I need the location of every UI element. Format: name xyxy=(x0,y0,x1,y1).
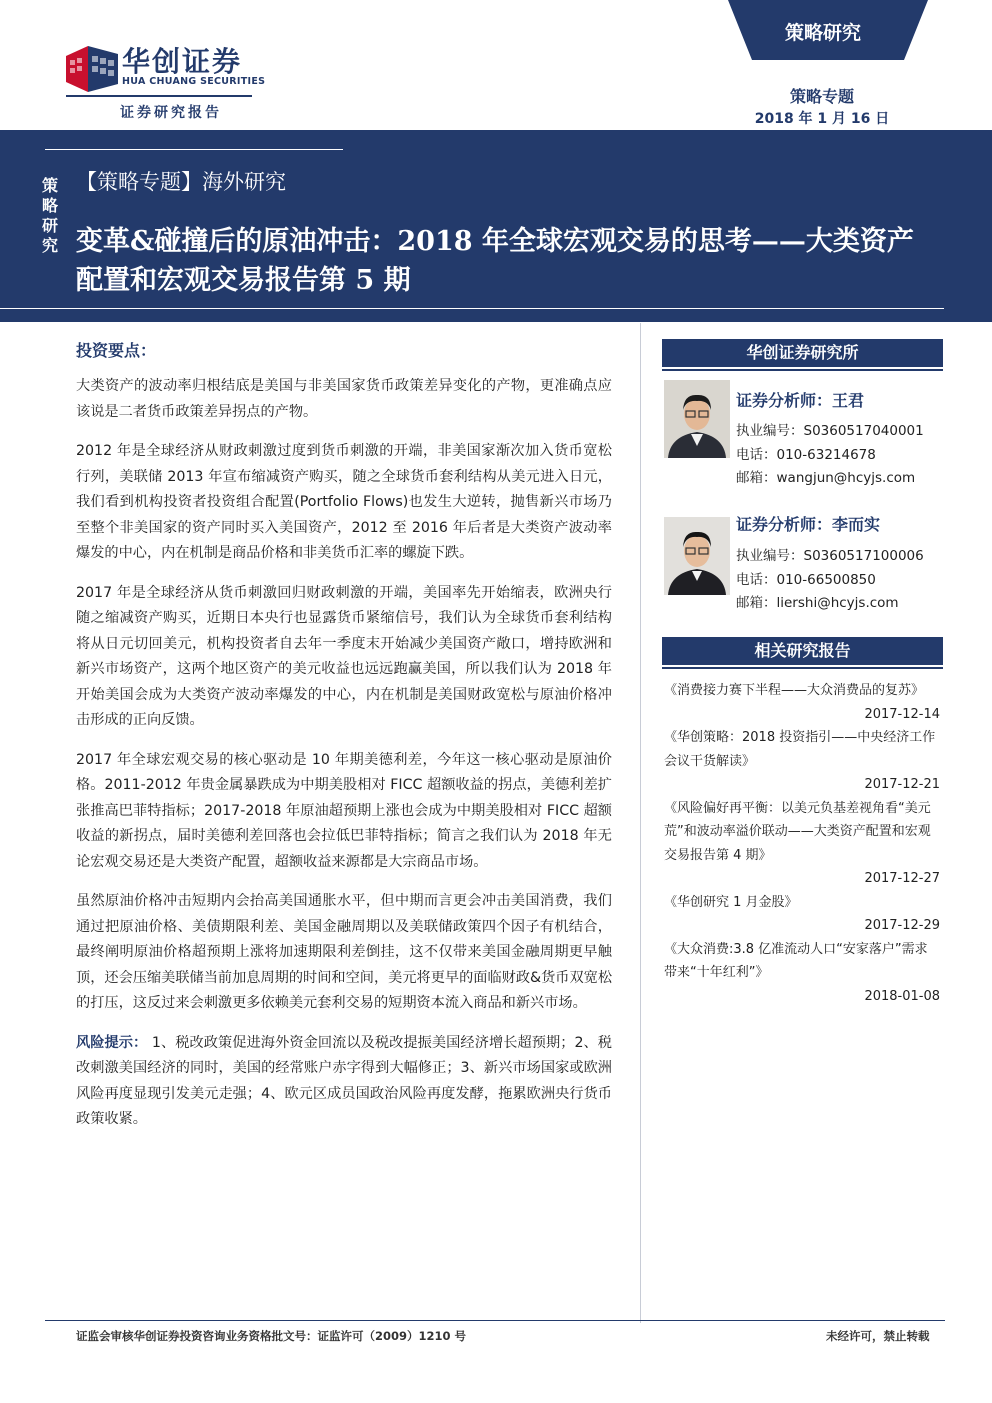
analyst-cert: 执业编号：S0360517100006 xyxy=(736,548,924,564)
report-date: 2017-12-27 xyxy=(864,871,940,886)
analyst-name: 证券分析师：王君 xyxy=(736,391,865,410)
list-item xyxy=(664,891,940,938)
document-date: 2018 年 1 月 16 日 xyxy=(754,111,890,127)
analyst-contact xyxy=(736,545,924,616)
related-reports-list xyxy=(664,679,940,1008)
summary-paragraph: 2012 年是全球经济从财政刺激过度到货币刺激的开端，非美国家渐次加入货币宽松行列，美联储 2013 年宣布缩减资产购买，随之全球货币套利结构从美元进入日元，我们看到机构投资者投资组合配置(Portfolio Flows)也发生大逆转，抛售新兴市场乃至整个非美国家的资产同时买入美国资产，2012 至 2016 年后者是大类资产波动率爆发的中心，内在机制是商品价格和非美货币汇率的螺旋下跌。 xyxy=(76,443,612,561)
summary-paragraph: 虽然原油价格冲击短期内会抬高美国通胀水平，但中期而言更会冲击美国消费，我们通过把原油价格、美债期限利差、美国金融周期以及美联储政策四个因子有机结合，最终阐明原油价格超预期上涨将加速期限利差倒挂，这不仅带来美国金融周期更早触顶，还会压缩美联储当前加息周期的时间和空间，美元将更早的面临财政&货币双宽松的打压，这反过来会刺激更多依赖美元套利交易的短期资本流入商品和新兴市场。 xyxy=(76,893,613,1011)
risk-label: 风险提示： xyxy=(76,1034,148,1051)
list-item xyxy=(664,679,940,726)
column-divider xyxy=(640,323,641,1323)
report-category-tag: 【策略专题】海外研究 xyxy=(76,170,286,194)
analyst-email: 邮箱：wangjun@hcyjs.com xyxy=(736,470,916,486)
related-reports-underline xyxy=(662,667,943,669)
logo-divider xyxy=(66,95,252,97)
analyst-name: 证券分析师：李而实 xyxy=(736,515,881,534)
report-link-title[interactable]: 《风险偏好再平衡：以美元负基差视角看“美元荒”和波动率溢价联动——大类资产配置和宏观交易报告第 4 期》 xyxy=(664,800,931,863)
report-link-title[interactable]: 《华创研究 1 月金股》 xyxy=(664,894,798,910)
related-reports-header: 相关研究报告 xyxy=(662,637,943,665)
institute-header: 华创证券研究所 xyxy=(662,339,943,367)
banner-side-label: 策略研究 xyxy=(41,176,58,255)
logo-subtitle: 证券研究报告 xyxy=(120,105,222,121)
banner-top-rule xyxy=(45,149,343,150)
risk-paragraph xyxy=(76,1031,612,1133)
footer-license: 证监会审核华创证券投资咨询业务资格批文号：证监许可（2009）1210 号 xyxy=(76,1329,467,1343)
summary-body xyxy=(76,374,612,1147)
summary-paragraph: 2017 年是全球经济从货币刺激回归财政刺激的开端，美国率先开始缩表，欧洲央行随之缩减资产购买，近期日本央行也显露货币紧缩信号，我们认为全球货币套利结构将从日元切回美元，机构投资者自去年一季度末开始减少美国资产敞口，增持欧洲和新兴市场资产，这两个地区资产的美元收益也远远跑赢美国，所以我们认为 2018 年开始美国会成为大类资产波动率爆发的中心，内在机制是美国财政宽松与原油价格冲击形成的正向反馈。 xyxy=(76,584,612,728)
analyst-email: 邮箱：liershi@hcyjs.com xyxy=(736,595,899,611)
report-date: 2017-12-14 xyxy=(864,706,940,722)
report-link-title[interactable]: 《消费接力赛下半程——大众消费品的复苏》 xyxy=(664,683,925,698)
document-type: 策略专题 xyxy=(789,87,854,106)
logo-text-en: HUA CHUANG SECURITIES xyxy=(122,76,266,87)
analyst-phone: 电话：010-66500850 xyxy=(736,571,876,588)
category-tab-label: 策略研究 xyxy=(784,22,861,44)
report-date: 2018-01-08 xyxy=(864,988,940,1004)
banner-bottom-rule xyxy=(0,308,944,309)
analyst-cert: 执业编号：S0360517040001 xyxy=(736,423,924,439)
risk-text: 1、税改政策促进海外资金回流以及税改提振美国经济增长超预期；2、税改刺激美国经济的同时，美国的经常账户赤字得到大幅修正；3、新兴市场国家或欧洲风险再度显现引发美元走强；4、欧元区成员国政治风险再度发酵，拖累欧洲央行货币政策收紧。 xyxy=(76,1034,612,1127)
report-link-title[interactable]: 《华创策略：2018 投资指引——中央经济工作会议干货解读》 xyxy=(664,730,936,769)
institute-underline xyxy=(662,369,943,371)
analyst-photo-avatar xyxy=(664,517,730,595)
logo-text-cn: 华创证券 xyxy=(122,45,243,78)
report-title: 变革&碰撞后的原油冲击：2018 年全球宏观交易的思考——大类资产配置和宏观交易报告第 5 期 xyxy=(76,226,914,296)
report-link-title[interactable]: 《大众消费:3.8 亿准流动人口“安家落户”需求带来“十年红利”》 xyxy=(664,941,928,980)
company-logo-icon xyxy=(66,46,118,92)
list-item xyxy=(664,797,940,891)
report-date: 2017-12-29 xyxy=(864,918,940,933)
summary-paragraph: 2017 年全球宏观交易的核心驱动是 10 年期美德利差，今年这一核心驱动是原油价格。2011-2012 年贵金属暴跌成为中期美股相对 FICC 超额收益的拐点，美德利差扩张推高巴菲特指标；2017-2018 年原油超预期上涨也会成为中期美股相对 FICC 超额收益的新拐点，届时美德利差回落也会拉低巴菲特指标；简言之我们认为 2018 年无论宏观交易还是大类资产配置，超额收益来源都是大宗商品市场。 xyxy=(76,751,612,870)
report-date: 2017-12-21 xyxy=(864,777,940,792)
footer-rule xyxy=(45,1320,945,1321)
analyst-phone: 电话：010-63214678 xyxy=(736,446,876,463)
analyst-contact xyxy=(736,420,924,491)
footer-copyright: 未经许可，禁止转载 xyxy=(826,1329,930,1343)
list-item xyxy=(664,726,940,797)
list-item xyxy=(664,938,940,1009)
summary-paragraph: 大类资产的波动率归根结底是美国与非美国家货币政策差异变化的产物，更准确点应该说是二者货币政策差异拐点的产物。 xyxy=(76,378,612,420)
analyst-photo-avatar xyxy=(664,380,730,458)
section-heading: 投资要点： xyxy=(76,341,157,360)
